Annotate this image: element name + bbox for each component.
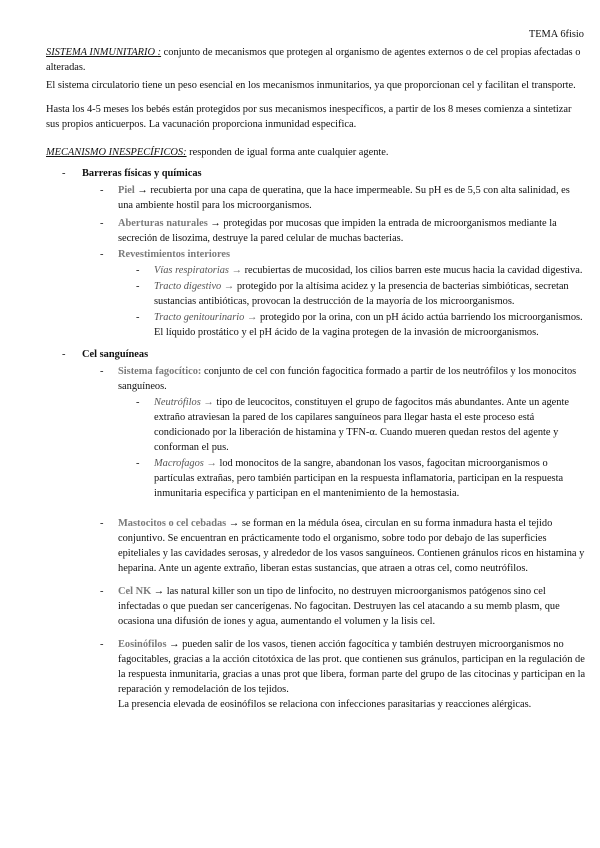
- page-header-tema: TEMA 6fisio: [528, 29, 584, 40]
- list-item-sistema-fagocitico: - Sistema fagocítico: conjunto de cel con función fagocitica formado a partir de los neutrófilos y los monocitos sanguíneos.: [100, 366, 577, 392]
- intro-paragraph: SISTEMA INMUNITARIO : conjunto de mecanismos que protegen al organismo de agentes externos o de cel propias afectadas o alteradas.: [46, 47, 581, 73]
- eosinofilos-note: La presencia elevada de eosinófilos se relaciona con infecciones parasitarias y reacciones alérgicas.: [118, 699, 532, 710]
- heading-sistema-inmunitario: SISTEMA INMUNITARIO: [46, 47, 158, 58]
- heading-mecanismo-inespecificos: MECANISMO INESPECÍFICOS:: [46, 147, 187, 158]
- list-item-revestimientos: - Revestimientos interiores: [100, 249, 231, 260]
- list-item-neutrofilos: - Neutrófilos → tipo de leucocitos, constituyen el grupo de fagocitos más abundantes. Ante un agente extraño atraviesan la pared de los capilares sanguíneos para llegar hasta el este proceso está condicionado por la liberación de histamina y TFN-α. Cuando mueren quedan restos del agente y conforman el pus.: [136, 397, 569, 453]
- list-item-tracto-digestivo: - Tracto digestivo → protegido por la altísima acidez y la presencia de bacterias simbióticas, secretan sustancias antibióticas, provocan la destrucción de la mayoría de los microorganismos.: [136, 281, 569, 307]
- list-item-macrofagos: - Macrofagos → lod monocitos de la sangre, abandonan los vasos, fagocitan microorganismos o partículas extrañas, pero también participan en la respuesta inflamatoria, participan en la respuesta inmunitaria especifica y participan en el mantenimiento de la hemostasia.: [136, 458, 564, 499]
- list-item-barreras: - Barreras físicas y químicas: [62, 168, 202, 179]
- list-item-tracto-genitourinario: - Tracto genitourinario → protegido por la orina, con un pH ácido actúa barriendo los microorganismos. El líquido prostático y el pH ácido de la vagina protegen de la invasión de microorganismos.: [136, 312, 583, 338]
- list-item-cel-sanguineas: - Cel sanguíneas: [62, 349, 149, 360]
- list-item-eosinofilos: - Eosinófilos → pueden salir de los vasos, tienen acción fagocítica y también destruyen microorganismos no fagocitables, gracias a la acción citotóxica de las prot. que contienen sus gránulos, participan en la regulación de la respuesta inmunitaria, gracias a unas prot que libera, forman parte del grupo de las citocinas y participan en la reparación y remodelación de los tejidos. La presencia elevada de eosinófilos se relaciona con infecciones parasitarias y reacciones alérgicas.: [100, 639, 586, 710]
- heading-cel-sanguineas: Cel sanguíneas: [82, 349, 149, 360]
- heading-barreras: Barreras físicas y químicas: [82, 168, 202, 179]
- list-item-mastocitos: - Mastocitos o cel cebadas → se forman en la médula ósea, circulan en su forma inmadura hasta el tejido conjuntivo. Se encuentran en prácticamente todo el organismo, sobre todo por debajo de las superficies epiteliales y las cavidades serosas, y alrededor de los vasos sanguíneos. Contienen gránulos ricos en histamina y heparina. Ante un agente extraño, liberan estas sustancias, que atraen a otras cel, como neutrófilos.: [100, 518, 585, 574]
- list-item-cel-nk: - Cel NK → las natural killer son un tipo de linfocito, no destruyen microorganismos patógenos sino cel infectadas o que puedan ser cancerígenas. No fagocitan. Destruyen las cel atacando a su memb plasm, que ocasiona una difusión de iones y agua, aumentando el volumen y la lisis cel.: [100, 586, 560, 627]
- babies-paragraph: Hasta los 4-5 meses los bebés están protegidos por sus mecanismos inespecíficos, a partir de los 8 meses comienza a sintetizar sus propios anticuerpos. La vacunación proporciona inmunidad especifica.: [46, 104, 572, 130]
- list-item-piel: - Piel → recubierta por una capa de queratina, que la hace impermeable. Su pH es de 5,5 con alta salinidad, es una ambiente hostil para los microorganismos.: [100, 185, 570, 211]
- circulatory-paragraph: El sistema circulatorio tiene un peso esencial en los mecanismos inmunitarios, ya que proporcionan cel y facilitan el transporte.: [46, 80, 576, 91]
- list-item-vias-respiratorias: - Vías respiratorias → recubiertas de mucosidad, los cilios barren este mucus hacia la cavidad digestiva.: [136, 265, 583, 276]
- list-item-aberturas: - Aberturas naturales → protegidas por mucosas que impiden la entrada de microorganismos mediante la secreción de lisozima, destruye la pared celular de muchas bacterias.: [100, 218, 557, 244]
- document-body: [46, 45, 586, 712]
- inespecificos-paragraph: MECANISMO INESPECÍFICOS: responden de igual forma ante cualquier agente.: [46, 147, 389, 158]
